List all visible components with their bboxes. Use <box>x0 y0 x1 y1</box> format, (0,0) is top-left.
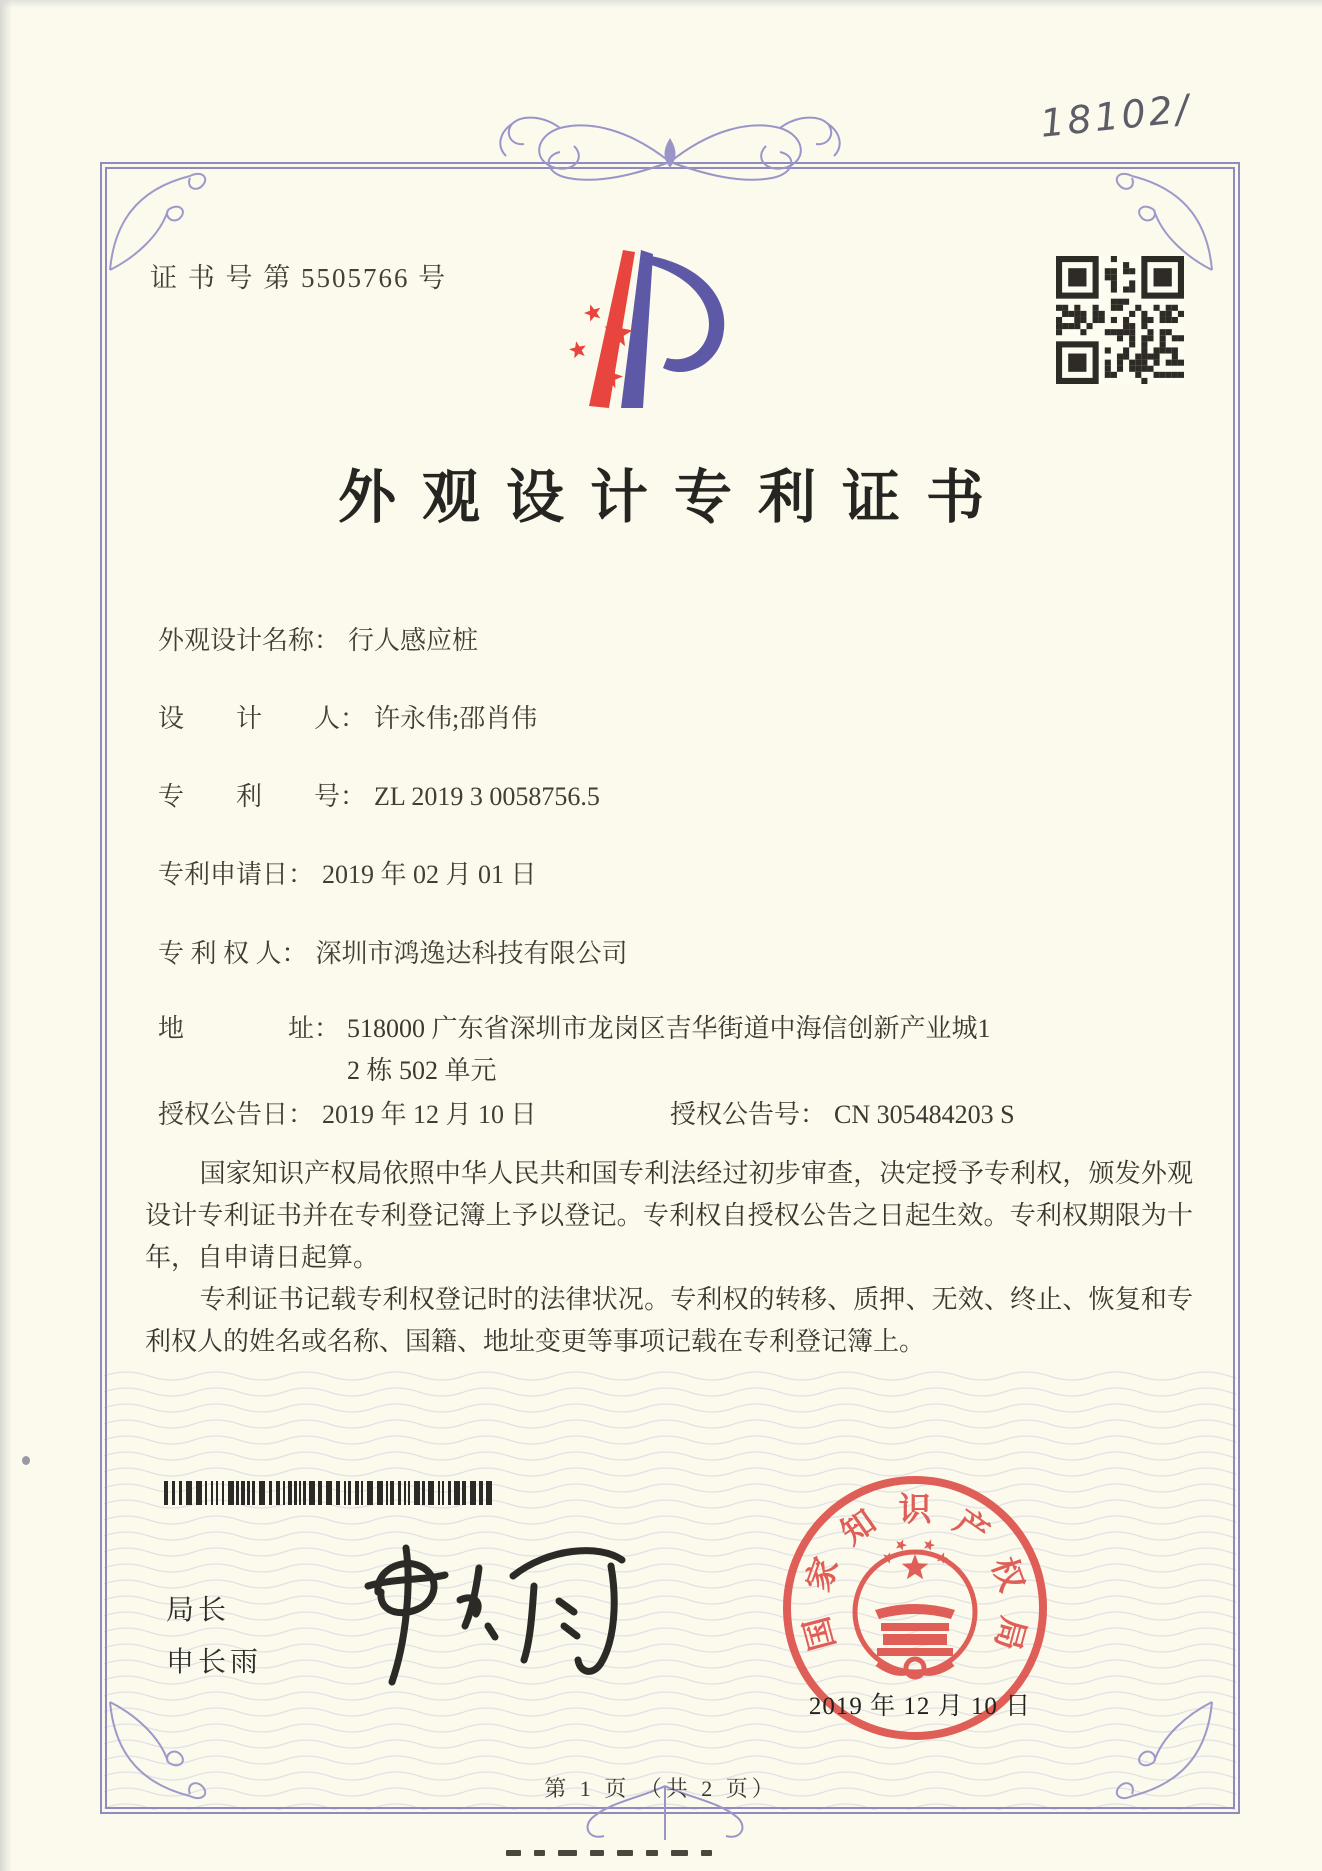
scan-edge-top <box>0 0 1322 8</box>
commissioner-title: 局长 <box>166 1595 231 1626</box>
field-filing-date <box>158 854 537 891</box>
page-indicator: 第 1 页 （共 2 页） <box>544 1776 778 1801</box>
seal-date: 2019 年 12 月 10 日 <box>808 1693 1032 1720</box>
barcode-icon <box>164 1481 494 1505</box>
qr-code-icon <box>1056 256 1184 384</box>
page-title: 外观设计专利证书 <box>337 465 1010 530</box>
handwritten-number: 18102/ <box>1038 86 1194 146</box>
cnipa-logo-icon <box>563 248 748 410</box>
field-label: 设 计 人： <box>158 704 367 733</box>
legal-paragraph-1: 国家知识产权局依照中华人民共和国专利法经过初步审查，决定授予专利权，颁发外观设计专利证书并在专利登记簿上予以登记。专利权自授权公告之日起生效。专利权期限为十年，自申请日起算。 <box>145 1159 1193 1273</box>
field-patent-number <box>158 776 600 813</box>
field-value: 2019 年 02 月 01 日 <box>322 860 537 889</box>
field-label: 专利申请日： <box>158 860 315 889</box>
scan-edge-left <box>0 0 12 1871</box>
commissioner-name: 申长雨 <box>166 1647 263 1678</box>
field-value: 深圳市鸿逸达科技有限公司 <box>315 939 628 968</box>
field-grant-date <box>158 1094 537 1131</box>
field-address-line1: 518000 广东省深圳市龙岗区吉华街道中海信创新产业城1 <box>347 1014 991 1043</box>
field-label: 授权公告号： <box>670 1100 827 1129</box>
field-grant-number <box>670 1094 1015 1131</box>
field-label: 外观设计名称： <box>158 626 341 655</box>
field-value: CN 305484203 S <box>834 1100 1015 1129</box>
commissioner-signature <box>348 1530 648 1695</box>
national-emblem-icon <box>855 1539 975 1677</box>
border-ornament-top-icon <box>460 112 880 202</box>
field-address-label: 地 址： <box>158 1014 341 1043</box>
field-value: 2019 年 12 月 10 日 <box>322 1100 537 1129</box>
field-designers <box>158 698 537 735</box>
field-label: 授权公告日： <box>158 1100 315 1129</box>
field-address-line2: 2 栋 502 单元 <box>347 1056 497 1085</box>
seal-char: 权 <box>984 1552 1030 1597</box>
seal-char: 识 <box>898 1492 932 1529</box>
seal-char: 国 <box>799 1612 843 1654</box>
legal-paragraph-2: 专利证书记载专利权登记时的法律状况。专利权的转移、质押、无效、终止、恢复和专利权人的姓名或名称、国籍、地址变更等事项记载在专利登记簿上。 <box>145 1285 1193 1357</box>
seal-char: 知 <box>835 1503 883 1553</box>
certificate-number: 证 书 号 第 5505766 号 <box>150 263 448 293</box>
field-patentee <box>158 933 628 970</box>
field-value: ZL 2019 3 0058756.5 <box>374 782 600 811</box>
field-design-name <box>158 620 478 657</box>
seal-char: 局 <box>987 1612 1031 1654</box>
seal-char: 家 <box>800 1552 846 1597</box>
field-value: 行人感应桩 <box>348 626 479 655</box>
field-label: 专 利 号： <box>158 782 367 811</box>
bottom-cutoff-text-fragments <box>506 1850 712 1856</box>
legal-text <box>145 1153 1193 1364</box>
field-label: 专 利 权 人： <box>158 939 308 968</box>
scan-artifact-dot <box>22 1456 30 1465</box>
field-value: 许永伟;邵肖伟 <box>374 704 538 733</box>
seal-char: 产 <box>947 1503 995 1553</box>
